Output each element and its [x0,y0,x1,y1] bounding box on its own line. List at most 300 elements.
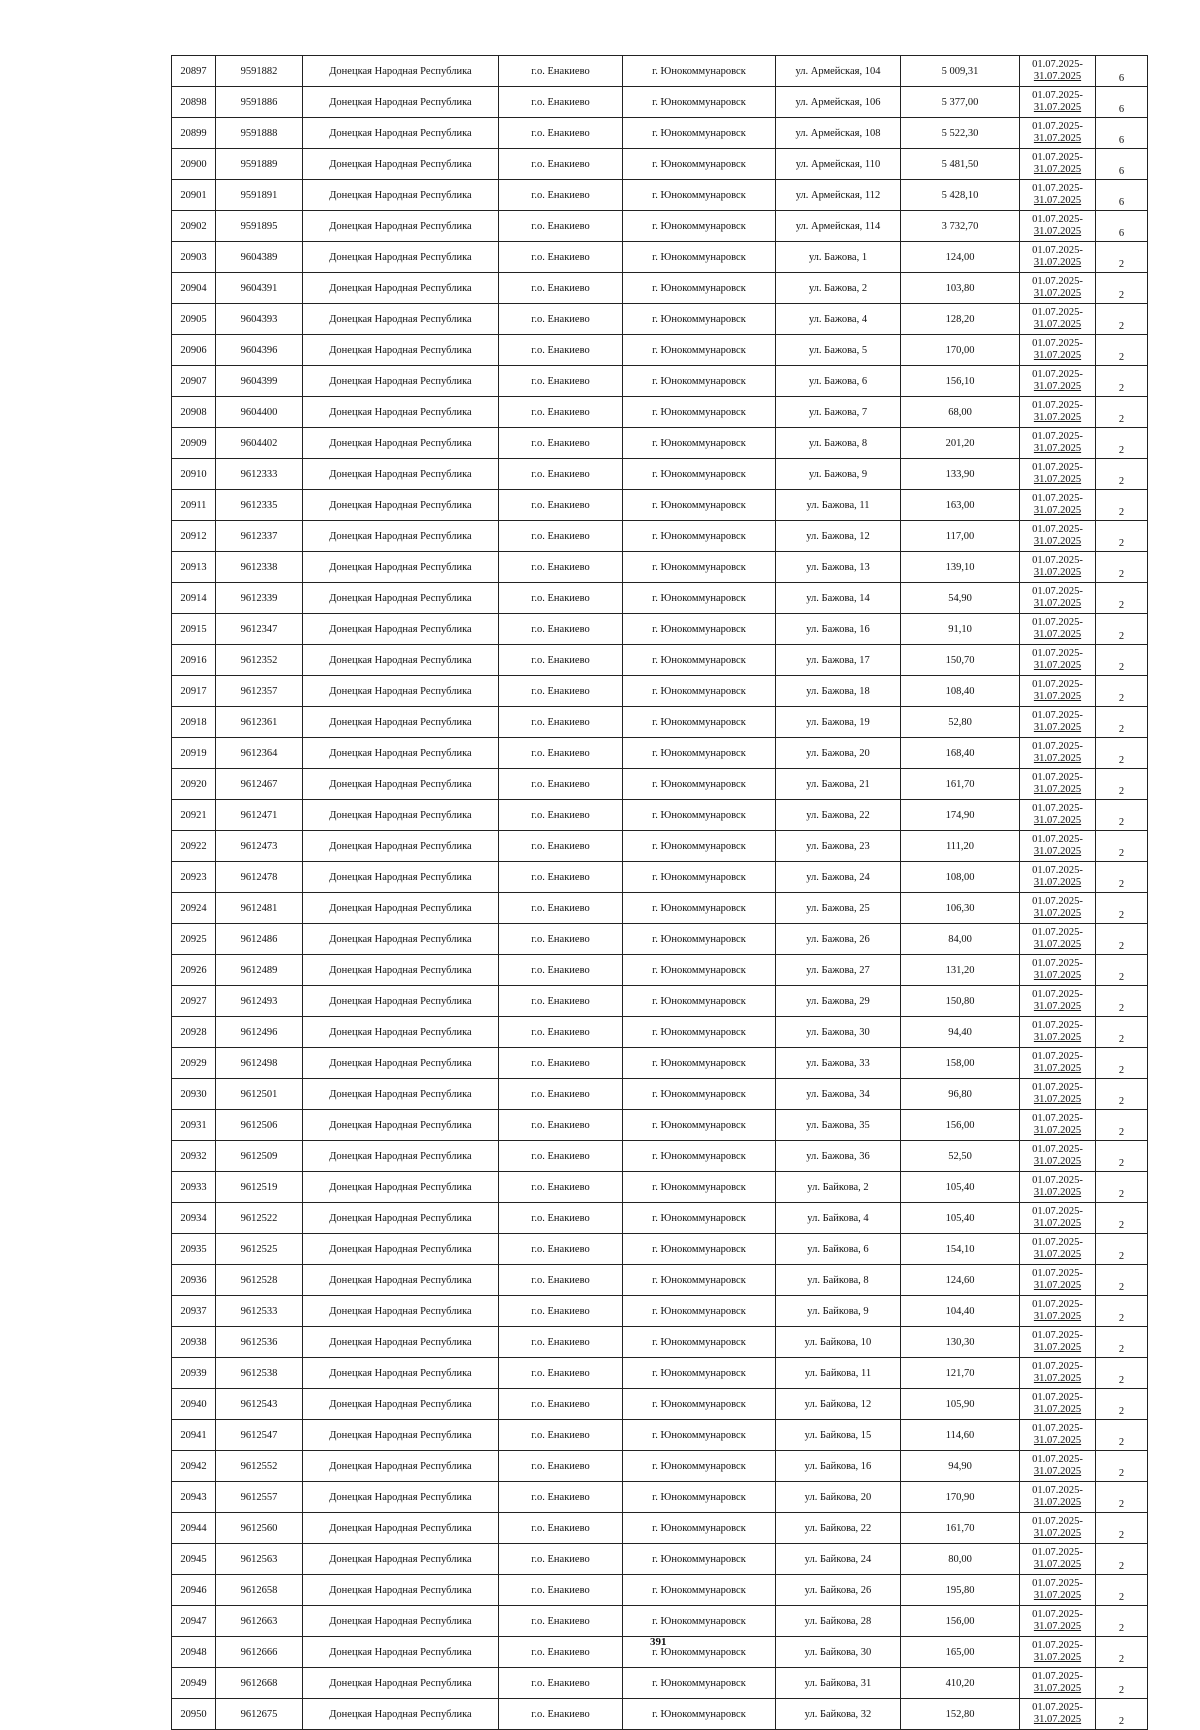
city-cell: г. Юнокоммунаровск [623,459,776,490]
table-row [172,366,1148,397]
count-cell: 2 [1096,924,1148,955]
region-cell: Донецкая Народная Республика [303,459,499,490]
object-id-cell: 9612478 [216,862,303,893]
object-id-cell: 9612339 [216,583,303,614]
row-number-cell: 20931 [172,1110,216,1141]
row-number-cell: 20914 [172,583,216,614]
address-cell: ул. Байкова, 24 [776,1544,901,1575]
period-start: 01.07.2025- [1032,245,1083,256]
count-cell: 2 [1096,552,1148,583]
period-cell [1020,304,1096,335]
city-cell: г. Юнокоммунаровск [623,397,776,428]
table-row [172,87,1148,118]
region-cell: Донецкая Народная Республика [303,1544,499,1575]
period-end: 31.07.2025 [1033,1249,1082,1260]
object-id-cell: 9604400 [216,397,303,428]
area-cell: 108,00 [901,862,1020,893]
table-row [172,1048,1148,1079]
period-start: 01.07.2025- [1032,276,1083,287]
row-number-cell: 20923 [172,862,216,893]
district-cell: г.о. Енакиево [499,521,623,552]
address-cell: ул. Байкова, 8 [776,1265,901,1296]
object-id-cell: 9612357 [216,676,303,707]
table-row [172,1110,1148,1141]
address-cell: ул. Бажова, 27 [776,955,901,986]
property-table [171,55,1148,1730]
period-end: 31.07.2025 [1033,1714,1082,1725]
count-cell: 2 [1096,738,1148,769]
region-cell: Донецкая Народная Республика [303,149,499,180]
address-cell: ул. Армейская, 114 [776,211,901,242]
city-cell: г. Юнокоммунаровск [623,273,776,304]
district-cell: г.о. Енакиево [499,1079,623,1110]
period-end: 31.07.2025 [1033,536,1082,547]
area-cell: 121,70 [901,1358,1020,1389]
period-end: 31.07.2025 [1033,629,1082,640]
object-id-cell: 9604396 [216,335,303,366]
count-cell: 2 [1096,831,1148,862]
row-number-cell: 20907 [172,366,216,397]
district-cell: г.о. Енакиево [499,1110,623,1141]
region-cell: Донецкая Народная Республика [303,397,499,428]
table-row [172,583,1148,614]
district-cell: г.о. Енакиево [499,1513,623,1544]
district-cell: г.о. Енакиево [499,1668,623,1699]
object-id-cell: 9612506 [216,1110,303,1141]
city-cell: г. Юнокоммунаровск [623,924,776,955]
district-cell: г.о. Енакиево [499,1017,623,1048]
area-cell: 174,90 [901,800,1020,831]
count-cell: 2 [1096,459,1148,490]
period-cell [1020,1141,1096,1172]
city-cell: г. Юнокоммунаровск [623,490,776,521]
object-id-cell: 9612493 [216,986,303,1017]
region-cell: Донецкая Народная Республика [303,800,499,831]
district-cell: г.о. Енакиево [499,1141,623,1172]
period-start: 01.07.2025- [1032,1547,1083,1558]
table-row [172,1327,1148,1358]
object-id-cell: 9591882 [216,56,303,87]
area-cell: 108,40 [901,676,1020,707]
city-cell: г. Юнокоммунаровск [623,366,776,397]
period-cell [1020,676,1096,707]
period-cell [1020,366,1096,397]
table-row [172,273,1148,304]
period-start: 01.07.2025- [1032,369,1083,380]
object-id-cell: 9612471 [216,800,303,831]
period-cell [1020,1327,1096,1358]
period-start: 01.07.2025- [1032,90,1083,101]
object-id-cell: 9612675 [216,1699,303,1730]
city-cell: г. Юнокоммунаровск [623,1079,776,1110]
period-end: 31.07.2025 [1033,784,1082,795]
row-number-cell: 20936 [172,1265,216,1296]
period-start: 01.07.2025- [1032,214,1083,225]
count-cell: 2 [1096,428,1148,459]
count-cell: 2 [1096,893,1148,924]
table-row [172,1513,1148,1544]
object-id-cell: 9612467 [216,769,303,800]
object-id-cell: 9612543 [216,1389,303,1420]
city-cell: г. Юнокоммунаровск [623,1141,776,1172]
period-cell [1020,118,1096,149]
city-cell: г. Юнокоммунаровск [623,149,776,180]
object-id-cell: 9604399 [216,366,303,397]
area-cell: 150,80 [901,986,1020,1017]
count-cell: 2 [1096,769,1148,800]
table-body [172,56,1148,1730]
region-cell: Донецкая Народная Республика [303,1606,499,1637]
period-end: 31.07.2025 [1033,691,1082,702]
object-id-cell: 9591891 [216,180,303,211]
region-cell: Донецкая Народная Республика [303,614,499,645]
region-cell: Донецкая Народная Республика [303,211,499,242]
period-start: 01.07.2025- [1032,524,1083,535]
object-id-cell: 9612352 [216,645,303,676]
table-row [172,769,1148,800]
count-cell: 2 [1096,1265,1148,1296]
row-number-cell: 20898 [172,87,216,118]
table-row [172,1141,1148,1172]
object-id-cell: 9612536 [216,1327,303,1358]
city-cell: г. Юнокоммунаровск [623,1172,776,1203]
period-cell [1020,769,1096,800]
region-cell: Донецкая Народная Республика [303,1358,499,1389]
table-row [172,1389,1148,1420]
table-row [172,552,1148,583]
area-cell: 154,10 [901,1234,1020,1265]
count-cell: 2 [1096,676,1148,707]
table-row [172,1699,1148,1730]
district-cell: г.о. Енакиево [499,707,623,738]
region-cell: Донецкая Народная Республика [303,862,499,893]
row-number-cell: 20909 [172,428,216,459]
address-cell: ул. Бажова, 1 [776,242,901,273]
count-cell: 2 [1096,1172,1148,1203]
table-row [172,676,1148,707]
city-cell: г. Юнокоммунаровск [623,242,776,273]
row-number-cell: 20938 [172,1327,216,1358]
district-cell: г.о. Енакиево [499,831,623,862]
region-cell: Донецкая Народная Республика [303,738,499,769]
row-number-cell: 20940 [172,1389,216,1420]
period-cell [1020,521,1096,552]
region-cell: Донецкая Народная Республика [303,893,499,924]
period-cell [1020,645,1096,676]
count-cell: 2 [1096,800,1148,831]
row-number-cell: 20911 [172,490,216,521]
district-cell: г.о. Енакиево [499,583,623,614]
count-cell: 2 [1096,1358,1148,1389]
city-cell: г. Юнокоммунаровск [623,1265,776,1296]
table-row [172,1203,1148,1234]
area-cell: 114,60 [901,1420,1020,1451]
table-row [172,397,1148,428]
period-start: 01.07.2025- [1032,679,1083,690]
city-cell: г. Юнокоммунаровск [623,1048,776,1079]
period-cell [1020,1668,1096,1699]
count-cell: 2 [1096,1389,1148,1420]
period-start: 01.07.2025- [1032,307,1083,318]
period-end: 31.07.2025 [1033,1218,1082,1229]
count-cell: 2 [1096,1234,1148,1265]
region-cell: Донецкая Народная Республика [303,583,499,614]
region-cell: Донецкая Народная Республика [303,366,499,397]
area-cell: 94,40 [901,1017,1020,1048]
count-cell: 2 [1096,1141,1148,1172]
region-cell: Донецкая Народная Республика [303,1699,499,1730]
object-id-cell: 9612498 [216,1048,303,1079]
period-start: 01.07.2025- [1032,1113,1083,1124]
table-row [172,707,1148,738]
district-cell: г.о. Енакиево [499,1699,623,1730]
city-cell: г. Юнокоммунаровск [623,614,776,645]
period-end: 31.07.2025 [1033,133,1082,144]
table-row [172,1451,1148,1482]
district-cell: г.о. Енакиево [499,1327,623,1358]
city-cell: г. Юнокоммунаровск [623,552,776,583]
object-id-cell: 9591886 [216,87,303,118]
district-cell: г.о. Енакиево [499,862,623,893]
table-row [172,1234,1148,1265]
city-cell: г. Юнокоммунаровск [623,211,776,242]
district-cell: г.о. Енакиево [499,1420,623,1451]
period-end: 31.07.2025 [1033,226,1082,237]
period-end: 31.07.2025 [1033,1373,1082,1384]
row-number-cell: 20950 [172,1699,216,1730]
city-cell: г. Юнокоммунаровск [623,1668,776,1699]
table-row [172,645,1148,676]
period-cell [1020,1699,1096,1730]
address-cell: ул. Бажова, 30 [776,1017,901,1048]
address-cell: ул. Бажова, 18 [776,676,901,707]
address-cell: ул. Бажова, 6 [776,366,901,397]
period-start: 01.07.2025- [1032,896,1083,907]
district-cell: г.о. Енакиево [499,1358,623,1389]
region-cell: Донецкая Народная Республика [303,1637,499,1668]
period-cell [1020,1544,1096,1575]
object-id-cell: 9612501 [216,1079,303,1110]
count-cell: 2 [1096,1420,1148,1451]
city-cell: г. Юнокоммунаровск [623,645,776,676]
row-number-cell: 20947 [172,1606,216,1637]
region-cell: Донецкая Народная Республика [303,1668,499,1699]
period-start: 01.07.2025- [1032,183,1083,194]
area-cell: 158,00 [901,1048,1020,1079]
area-cell: 161,70 [901,769,1020,800]
area-cell: 54,90 [901,583,1020,614]
count-cell: 2 [1096,986,1148,1017]
period-end: 31.07.2025 [1033,1621,1082,1632]
period-start: 01.07.2025- [1032,59,1083,70]
row-number-cell: 20944 [172,1513,216,1544]
region-cell: Донецкая Народная Республика [303,1172,499,1203]
area-cell: 96,80 [901,1079,1020,1110]
period-end: 31.07.2025 [1033,877,1082,888]
region-cell: Донецкая Народная Республика [303,986,499,1017]
period-start: 01.07.2025- [1032,1578,1083,1589]
row-number-cell: 20924 [172,893,216,924]
table-row [172,800,1148,831]
area-cell: 156,00 [901,1606,1020,1637]
address-cell: ул. Байкова, 15 [776,1420,901,1451]
period-cell [1020,211,1096,242]
period-end: 31.07.2025 [1033,1652,1082,1663]
period-cell [1020,1110,1096,1141]
region-cell: Донецкая Народная Республика [303,1451,499,1482]
row-number-cell: 20934 [172,1203,216,1234]
district-cell: г.о. Енакиево [499,211,623,242]
period-cell [1020,397,1096,428]
address-cell: ул. Бажова, 8 [776,428,901,459]
address-cell: ул. Байкова, 20 [776,1482,901,1513]
region-cell: Донецкая Народная Республика [303,1017,499,1048]
city-cell: г. Юнокоммунаровск [623,1110,776,1141]
period-cell [1020,335,1096,366]
city-cell: г. Юнокоммунаровск [623,1420,776,1451]
table-row [172,242,1148,273]
row-number-cell: 20949 [172,1668,216,1699]
period-start: 01.07.2025- [1032,586,1083,597]
period-cell [1020,1358,1096,1389]
object-id-cell: 9612668 [216,1668,303,1699]
row-number-cell: 20897 [172,56,216,87]
period-start: 01.07.2025- [1032,989,1083,1000]
period-cell [1020,87,1096,118]
count-cell: 2 [1096,1513,1148,1544]
region-cell: Донецкая Народная Республика [303,1296,499,1327]
period-end: 31.07.2025 [1033,195,1082,206]
count-cell: 6 [1096,87,1148,118]
period-end: 31.07.2025 [1033,1001,1082,1012]
period-end: 31.07.2025 [1033,1063,1082,1074]
count-cell: 2 [1096,397,1148,428]
area-cell: 170,00 [901,335,1020,366]
table-row [172,211,1148,242]
district-cell: г.о. Енакиево [499,1482,623,1513]
area-cell: 139,10 [901,552,1020,583]
district-cell: г.о. Енакиево [499,490,623,521]
period-cell [1020,1296,1096,1327]
object-id-cell: 9591888 [216,118,303,149]
table-row [172,614,1148,645]
address-cell: ул. Армейская, 112 [776,180,901,211]
period-end: 31.07.2025 [1033,1187,1082,1198]
count-cell: 6 [1096,180,1148,211]
period-start: 01.07.2025- [1032,462,1083,473]
object-id-cell: 9612666 [216,1637,303,1668]
count-cell: 2 [1096,1699,1148,1730]
city-cell: г. Юнокоммунаровск [623,707,776,738]
row-number-cell: 20915 [172,614,216,645]
address-cell: ул. Байкова, 26 [776,1575,901,1606]
period-start: 01.07.2025- [1032,493,1083,504]
row-number-cell: 20913 [172,552,216,583]
count-cell: 2 [1096,1668,1148,1699]
period-end: 31.07.2025 [1033,908,1082,919]
period-end: 31.07.2025 [1033,443,1082,454]
object-id-cell: 9612522 [216,1203,303,1234]
period-cell [1020,1048,1096,1079]
count-cell: 2 [1096,273,1148,304]
row-number-cell: 20942 [172,1451,216,1482]
address-cell: ул. Бажова, 21 [776,769,901,800]
region-cell: Донецкая Народная Республика [303,552,499,583]
count-cell: 2 [1096,1296,1148,1327]
table-row [172,335,1148,366]
address-cell: ул. Байкова, 9 [776,1296,901,1327]
district-cell: г.о. Енакиево [499,893,623,924]
district-cell: г.о. Енакиево [499,1234,623,1265]
region-cell: Донецкая Народная Республика [303,273,499,304]
period-cell [1020,273,1096,304]
period-start: 01.07.2025- [1032,338,1083,349]
period-end: 31.07.2025 [1033,1032,1082,1043]
count-cell: 2 [1096,955,1148,986]
district-cell: г.о. Енакиево [499,56,623,87]
district-cell: г.о. Енакиево [499,1203,623,1234]
table-row [172,1296,1148,1327]
address-cell: ул. Бажова, 17 [776,645,901,676]
address-cell: ул. Бажова, 29 [776,986,901,1017]
city-cell: г. Юнокоммунаровск [623,335,776,366]
address-cell: ул. Байкова, 12 [776,1389,901,1420]
object-id-cell: 9612364 [216,738,303,769]
address-cell: ул. Бажова, 36 [776,1141,901,1172]
region-cell: Донецкая Народная Республика [303,1079,499,1110]
object-id-cell: 9612337 [216,521,303,552]
city-cell: г. Юнокоммунаровск [623,893,776,924]
object-id-cell: 9612538 [216,1358,303,1389]
object-id-cell: 9604389 [216,242,303,273]
address-cell: ул. Бажова, 23 [776,831,901,862]
district-cell: г.о. Енакиево [499,552,623,583]
object-id-cell: 9612560 [216,1513,303,1544]
object-id-cell: 9612361 [216,707,303,738]
region-cell: Донецкая Народная Республика [303,490,499,521]
region-cell: Донецкая Народная Республика [303,1575,499,1606]
district-cell: г.о. Енакиево [499,1389,623,1420]
period-end: 31.07.2025 [1033,505,1082,516]
count-cell: 2 [1096,1203,1148,1234]
row-number-cell: 20899 [172,118,216,149]
count-cell: 2 [1096,1110,1148,1141]
row-number-cell: 20927 [172,986,216,1017]
period-cell [1020,924,1096,955]
period-start: 01.07.2025- [1032,1144,1083,1155]
district-cell: г.о. Енакиево [499,924,623,955]
city-cell: г. Юнокоммунаровск [623,583,776,614]
city-cell: г. Юнокоммунаровск [623,87,776,118]
address-cell: ул. Бажова, 19 [776,707,901,738]
address-cell: ул. Бажова, 12 [776,521,901,552]
address-cell: ул. Бажова, 5 [776,335,901,366]
city-cell: г. Юнокоммунаровск [623,180,776,211]
district-cell: г.о. Енакиево [499,738,623,769]
area-cell: 156,00 [901,1110,1020,1141]
period-cell [1020,1451,1096,1482]
table-row [172,986,1148,1017]
area-cell: 170,90 [901,1482,1020,1513]
address-cell: ул. Бажова, 2 [776,273,901,304]
count-cell: 2 [1096,521,1148,552]
row-number-cell: 20941 [172,1420,216,1451]
period-start: 01.07.2025- [1032,1640,1083,1651]
row-number-cell: 20925 [172,924,216,955]
count-cell: 6 [1096,56,1148,87]
region-cell: Донецкая Народная Республика [303,118,499,149]
period-start: 01.07.2025- [1032,121,1083,132]
